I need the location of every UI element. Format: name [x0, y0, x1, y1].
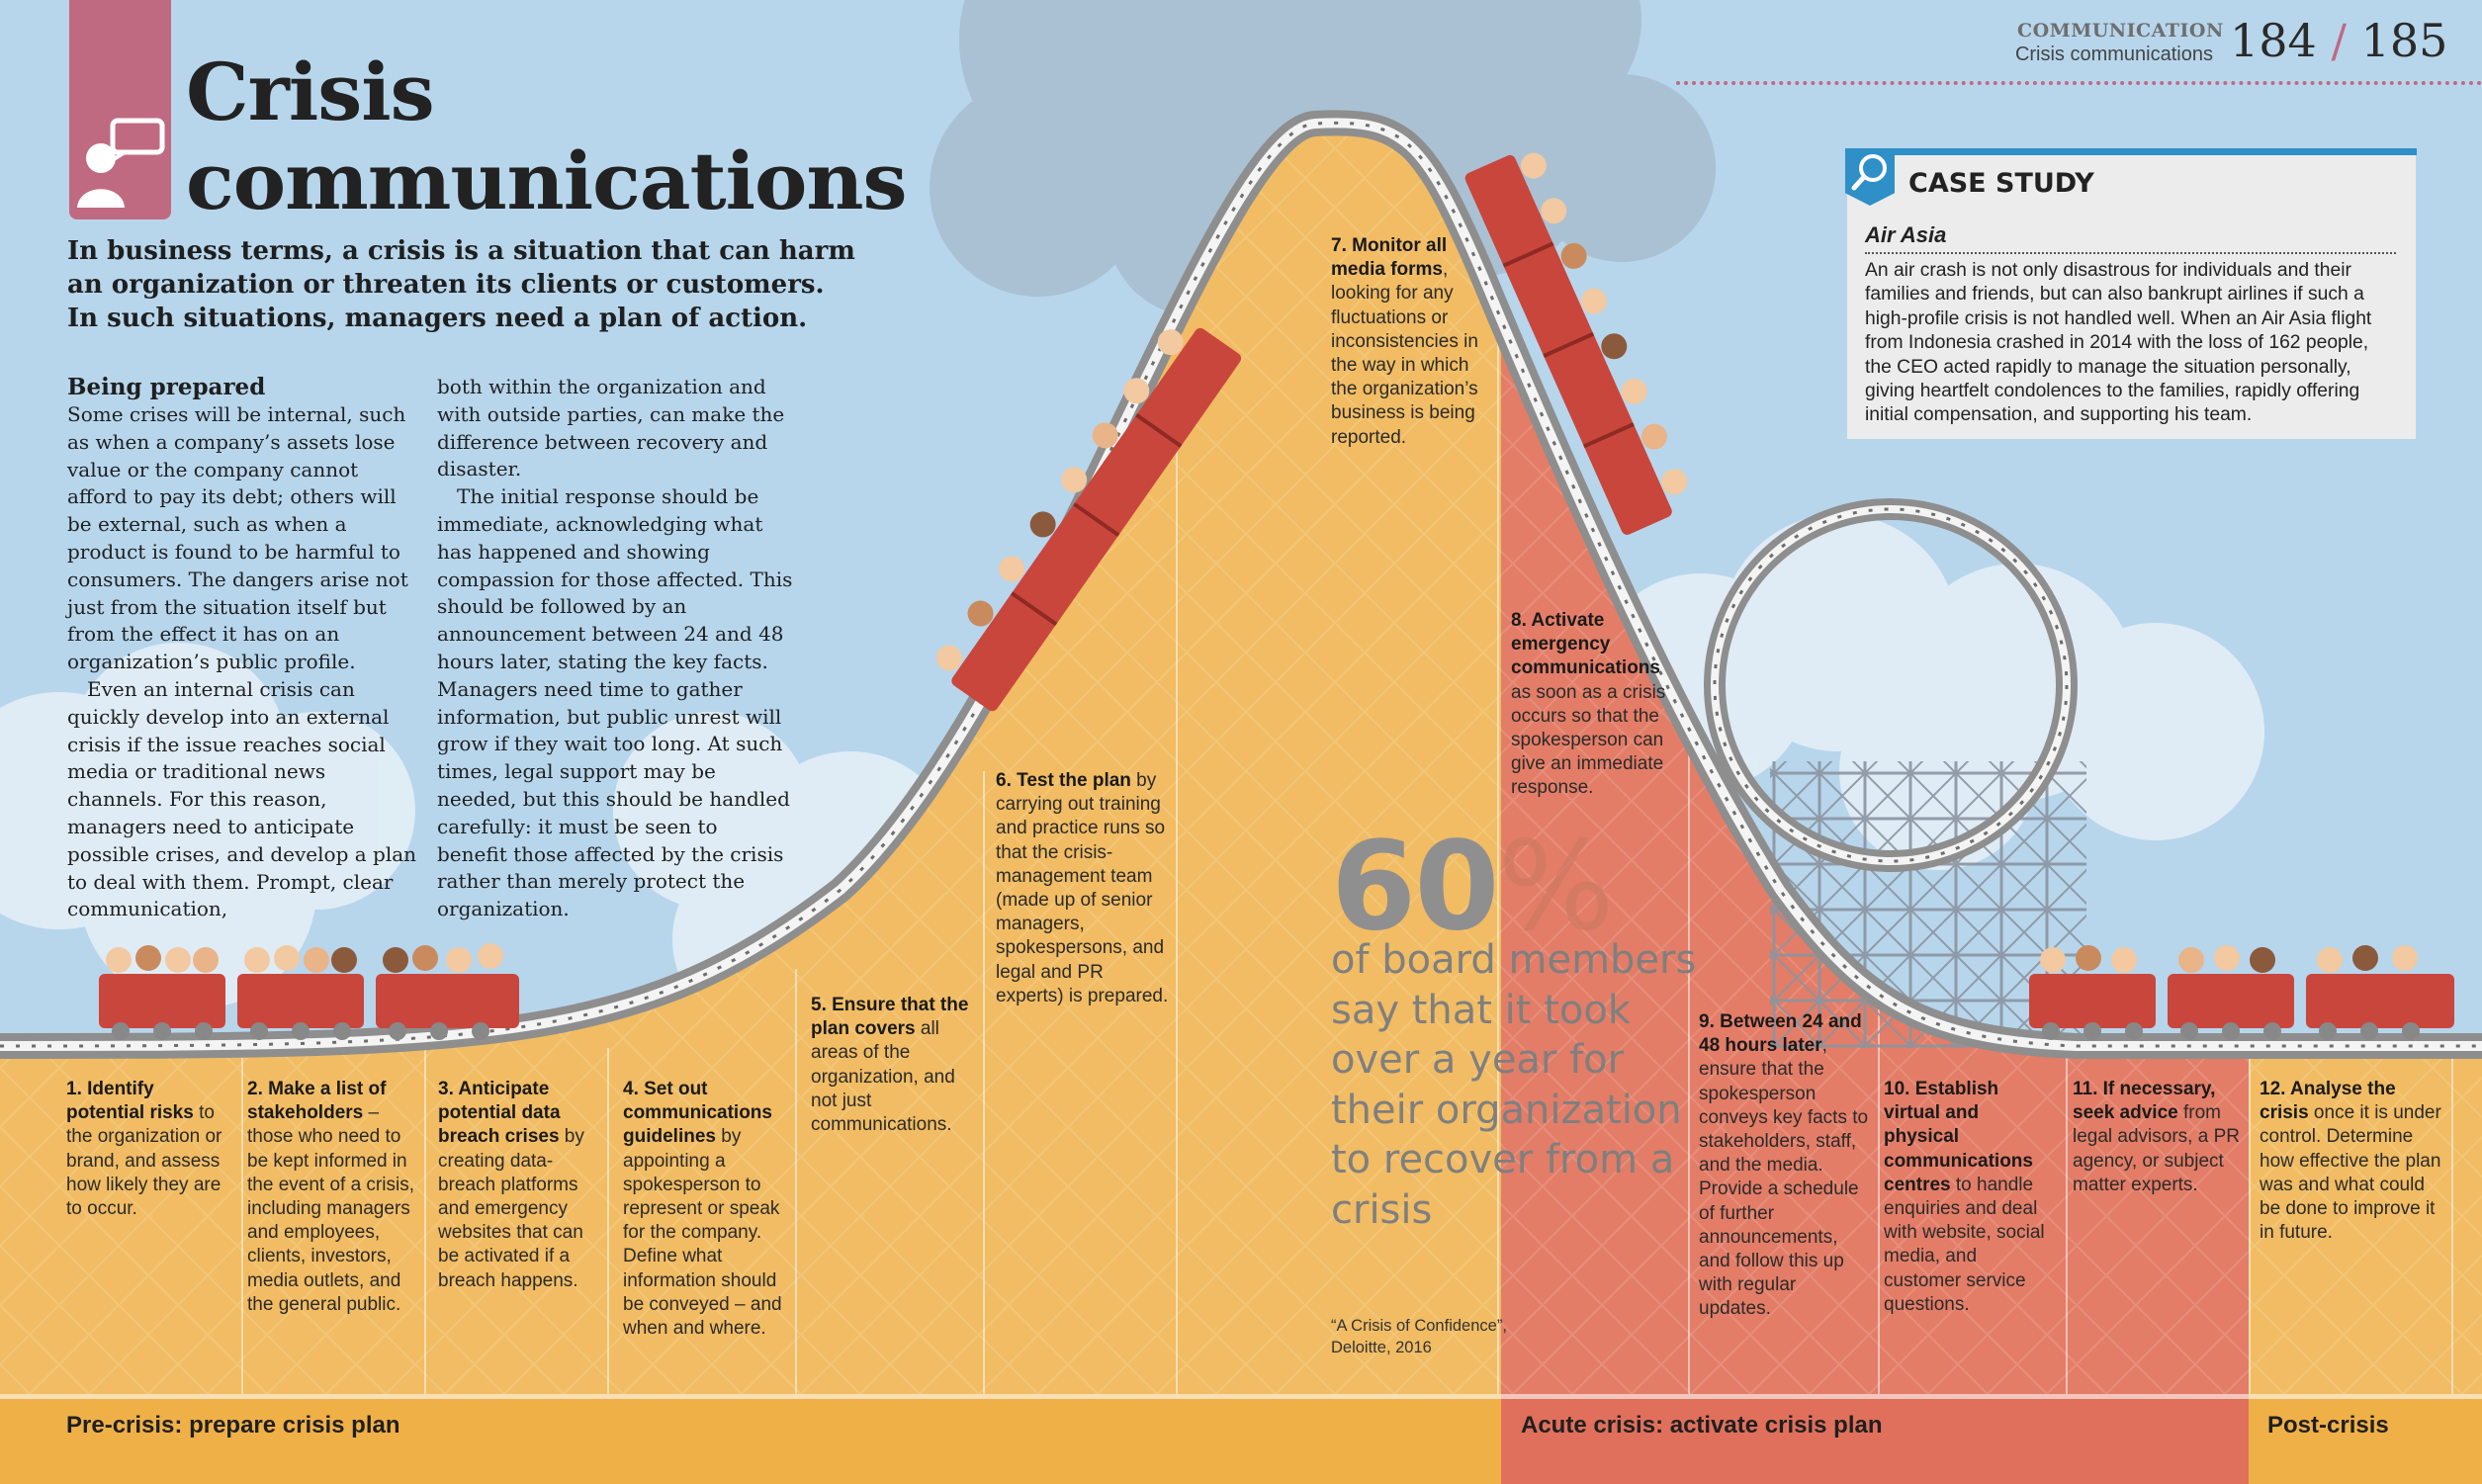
step-4 — [623, 1078, 791, 1341]
body-column-2 — [437, 374, 793, 923]
step-12 — [2260, 1078, 2447, 1245]
page-numbers — [2230, 14, 2447, 67]
speech-bubble-person-icon — [69, 0, 171, 219]
step-title: 10. Establish virtual and physical communications centres — [1884, 1079, 2033, 1195]
title-line-1: Crisis — [186, 45, 434, 138]
step-text: by creating data-breach platforms and emergency websites that can be activated if a breach happens. — [438, 1126, 584, 1291]
body-column-1 — [67, 374, 423, 923]
step-7 — [1331, 234, 1499, 450]
step-text: all areas of the organization, and not just communications. — [811, 1018, 955, 1136]
step-5 — [811, 994, 974, 1137]
step-text: to handle enquiries and deal with website, social media, and customer service questions. — [1884, 1174, 2045, 1315]
body-paragraph: Even an internal crisis can quickly develop into an external crisis if the issue reaches social media or traditional news channels. For this reason, managers need to anticipate possible crises, and develop a plan to deal with them. Prompt, clear communication, — [67, 676, 417, 921]
step-8 — [1511, 609, 1684, 801]
statistic-source: “A Crisis of Confidence”, Deloitte, 2016 — [1331, 1317, 1507, 1356]
statistic-number — [1331, 816, 1613, 958]
step-title: 6. Test the plan — [996, 770, 1131, 791]
running-head-rule — [1676, 81, 2482, 85]
page-number-right: 185 — [2360, 14, 2448, 67]
case-study-heading: CASE STUDY — [1908, 168, 2094, 199]
phase-label-post-crisis: Post-crisis — [2267, 1412, 2389, 1439]
step-text: once it is under control. Determine how effective the plan was and what could be done to improve it in future. — [2260, 1102, 2441, 1244]
statistic-value: 60 — [1331, 816, 1498, 958]
coaster-cars-end — [2029, 945, 2454, 1040]
step-title: 3. Anticipate potential data breach crises — [438, 1079, 561, 1148]
phase-label-acute-crisis: Acute crisis: activate crisis plan — [1521, 1412, 1883, 1439]
case-study-rule — [1865, 252, 2396, 254]
statistic-text: of board members say that it took over a year for their organization to recover from a crisis — [1331, 937, 1697, 1233]
step-2 — [247, 1078, 417, 1317]
body-paragraph: Some crises will be internal, such as when a company’s assets lose value or the company cannot afford to pay its debt; others will be external, such as when a product is found to be harmful to consumers. The dangers arise not just from the situation itself but from the effect it has on an organization’s public profile. — [67, 402, 408, 674]
body-heading: Being prepared — [67, 374, 266, 400]
page-number-left: 184 — [2230, 14, 2317, 67]
step-title: 11. If necessary, seek advice — [2073, 1079, 2216, 1124]
step-text: , looking for any fluctuations or inconsistencies in the way in which the organization’s business is being reported. — [1331, 259, 1478, 448]
step-text: , ensure that the spokesperson conveys key facts to stakeholders, staff, and the media. Provide a schedule of further announcements, and follow this up with regular updates. — [1699, 1035, 1869, 1320]
step-title: 4. Set out communications guidelines — [623, 1079, 772, 1148]
step-text: – those who need to be kept informed in the event of a crisis, including managers and employees, clients, investors, media outlets, and the general public. — [247, 1102, 414, 1315]
running-head-subsection: Crisis communications — [2014, 44, 2213, 65]
step-title: 8. Activate emergency communications — [1511, 610, 1660, 679]
body-paragraph: both within the organization and with outside parties, can make the difference between recovery and disaster. — [437, 375, 785, 481]
step-1 — [66, 1078, 229, 1221]
case-study-text: An air crash is not only disastrous for individuals and their families and friends, but can also bankrupt airlines if such a high-profile crisis is not handled well. When an Air Asia flight from Indonesia crashed in 2014 with the loss of 162 people, the CEO acted rapidly to manage the situation personally, giving heartfelt condolences to the families, rapidly offering initial compensation, and supporting his team. — [1865, 260, 2372, 426]
phase-label-pre-crisis: Pre-crisis: prepare crisis plan — [66, 1412, 400, 1439]
step-text: by appointing a spokesperson to represent or speak for the company. Define what information should be conveyed – and when and where. — [623, 1126, 782, 1340]
step-text: as soon as a crisis occurs so that the spokesperson can give an immediate response. — [1511, 681, 1666, 799]
case-study-top-bar — [1845, 148, 2417, 155]
step-title: 12. Analyse the crisis — [2260, 1079, 2396, 1124]
lead-paragraph: In business terms, a crisis is a situation that can harm an organization or threaten its clients or customers. In such situations, managers need a plan of action. — [67, 236, 855, 333]
step-text: by carrying out training and practice runs so that the crisis-management team (made up of senior managers, spokespersons, and legal and PR experts) is prepared. — [996, 770, 1169, 1006]
statistic-percent-sign: % — [1497, 816, 1613, 958]
step-text: from legal advisors, a PR agency, or subject matter experts. — [2073, 1102, 2240, 1195]
step-9 — [1699, 1010, 1872, 1322]
step-title: 1. Identify potential risks — [66, 1079, 194, 1124]
step-title: 9. Between 24 and 48 hours later — [1699, 1011, 1862, 1057]
step-10 — [1884, 1078, 2054, 1317]
body-paragraph: The initial response should be immediate, acknowledging what has happened and showing compassion for those affected. This should be followed by an announcement between 24 and 48 hours later, stating the key facts. Managers need time to gather information, but public unrest will grow if they wait too long. At such times, legal support may be needed, but this should be handled carefully: it must be seen to benefit those affected by the crisis rather than merely protect the organization. — [437, 484, 793, 921]
title-icon-tab — [69, 0, 171, 219]
step-6 — [996, 769, 1174, 1008]
page-title — [186, 47, 907, 225]
case-study-subheading: Air Asia — [1865, 222, 1947, 247]
step-text: to the organization or brand, and assess how likely they are to occur. — [66, 1102, 222, 1220]
step-11 — [2073, 1078, 2241, 1197]
page-separator: / — [2331, 14, 2347, 67]
step-3 — [438, 1078, 601, 1293]
title-line-2: communications — [186, 134, 907, 227]
step-title: 2. Make a list of stakeholders — [247, 1079, 387, 1124]
step-title: 5. Ensure that the plan covers — [811, 995, 969, 1040]
running-head-section: COMMUNICATION — [2017, 20, 2224, 42]
step-title: 7. Monitor all media forms — [1331, 235, 1448, 281]
